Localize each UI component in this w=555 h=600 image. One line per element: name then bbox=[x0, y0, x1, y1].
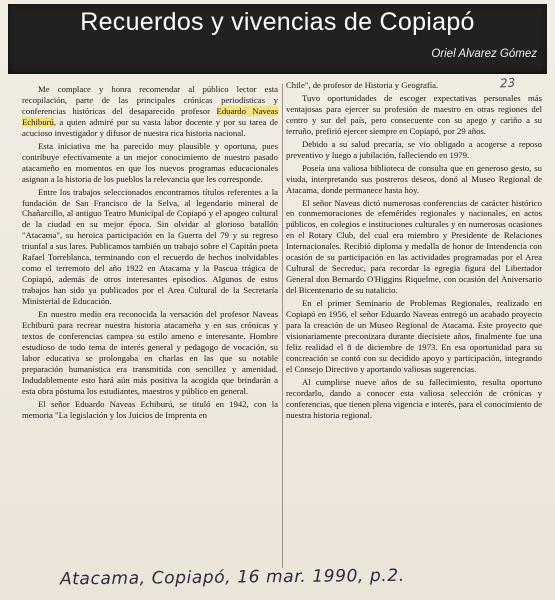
article-header bbox=[8, 4, 547, 74]
paragraph: El señor Eduardo Naveas Echiburú, se tituló en 1942, con la memoria "La legislación y los Juicios de Imprenta en bbox=[22, 398, 278, 420]
article-byline: Oriel Alvarez Gómez bbox=[431, 48, 537, 60]
paragraph: Poseía una valiosa biblioteca de consulta que en generoso gesto, su viuda, interpretando sus postreros deseos, donó al Museo Regional de Atacama, donde permanece hasta hoy. bbox=[286, 162, 542, 195]
paragraph: Esta iniciativa me ha parecido muy plausible y oportuna, pues contribuye efectivamente a un mejor conocimiento de nuestro pasado atacameño en momentos en que los nuevos programas educacionales asignan a la historia de los pueblos la relevancia que les corresponde. bbox=[22, 140, 278, 184]
handwritten-page-number: 23 bbox=[499, 75, 516, 91]
paragraph: Tuvo oportunidades de escoger expectativas personales más ventajosas para ejercer su profesión de maestro en otras regiones del centro y sur del país, pero consecuente con su apego y cariño a su terruño, prefirió ejercer siempre en Copiapó, por 29 años. bbox=[286, 92, 542, 136]
left-column bbox=[22, 84, 278, 422]
paragraph: El señor Naveas dictó numerosas conferencias de carácter histórico en conmemoraciones de efemérides regionales y nacionales, en actos públicos, en colegios e instituciones culturales y en numerosas ocasiones en el Rotary Club, del cual era miembro y Presidente de Relaciones Internacionales. Recibió diploma y medalla de honor de Intendencia con ocasión de su participación en las actividades programadas por el Area Cultural de Secreduc, para recordar la egregia figura del Libertador General don Bernardo O'Higgins Riquelme, con ocasión del Aniversario del Bicentenario de su natalicio. bbox=[286, 197, 542, 296]
paragraph-intro-end: , a quien admiré por su vasta labor docente y por su tarea de acucioso investigador y difusor de nuestra rica historia nacional. bbox=[22, 116, 278, 138]
paragraph-continued: Chile", de profesor de Historia y Geografía. bbox=[286, 80, 439, 90]
right-column bbox=[286, 80, 542, 423]
handwritten-source-note: Atacama, Copiapó, 16 mar. 1990, p.2. bbox=[59, 565, 405, 590]
paragraph-intro-start: Me complace y honra recomendar al público lector esta recopilación, parte de las principales crónicas periodísticas y conferencias históricas del desaparecido profesor bbox=[22, 84, 278, 116]
highlighted-name: Eduardo Naveas Echiburú bbox=[22, 105, 278, 127]
column-divider bbox=[282, 84, 283, 568]
paragraph: Entre los trabajos seleccionados encontramos títulos referentes a la fundación de San Francisco de la Selva, al legendario mineral de Chañarcillo, al antiguo Teatro Municipal de Copiapó y el apogeo cultural de la ciudad en su mejor época. Sin olvidar al glorioso batallón "Atacama", su heroica participación en la Guerra del 79 y su regreso triunfal a sus lares. Publicamos también un trabajo sobre el Capitán poeta Rafael Torreblanca, terminando con el recuerdo de hechos inolvidables como el terremoto del año 1922 en Atacama y la Pascua trágica de Copiapó, además de otros interesantes episodios. Algunos de estos trabajos han sido ya publicados por el Area Cultural de la Secretaría Ministerial de Educación. bbox=[22, 186, 278, 307]
paragraph-intro bbox=[22, 84, 278, 139]
paragraph: Al cumplirse nueve años de su fallecimiento, resulta oportuno recordarlo, dando a conocer esta valiosa selección de crónicas y conferencias, que tienen plena vigencia e interés, para el conocimiento de nuestra historia regional. bbox=[286, 376, 542, 420]
paragraph: En el primer Seminario de Problemas Regionales, realizado en Copiapó en 1956, el señor Eduardo Naveas entregó un acabado proyecto para la creación de un Museo Regional de Atacama. Este proyecto que visionariamente preconizara durante diecisiete años, finalmente fue una feliz realidad el 8 de diciembre de 1973. En esa oportunidad para su concreación se contó con su decidido apoyo y participación, integrando el Consejo Directivo y aportando valiosas sugerencias. bbox=[286, 298, 542, 374]
paragraph: Debido a su salud precaria, se vio obligado a acogerse a reposo preventivo y luego a jubilación, falleciendo en 1979. bbox=[286, 138, 542, 160]
article-title: Recuerdos y vivencias de Copiapó bbox=[80, 8, 475, 36]
paragraph: En nuestro medio era reconocida la versación del profesor Naveas Echiburú para recrear nuestra historia atacameña y en sus crónicas y textos de conferencias campea su estilo ameno e interesante. Hombre estudioso de todo tema de interés general y pedagogo de vocación, su labor educativa se prolongaba en charlas en las que su notable preparación humanística era transmitida con sencillez y amenidad. Indudablemente esto hará aún más positiva la acogida que brindarán a esta obra póstuma los estudiantes, maestros y público en general. bbox=[22, 309, 278, 396]
